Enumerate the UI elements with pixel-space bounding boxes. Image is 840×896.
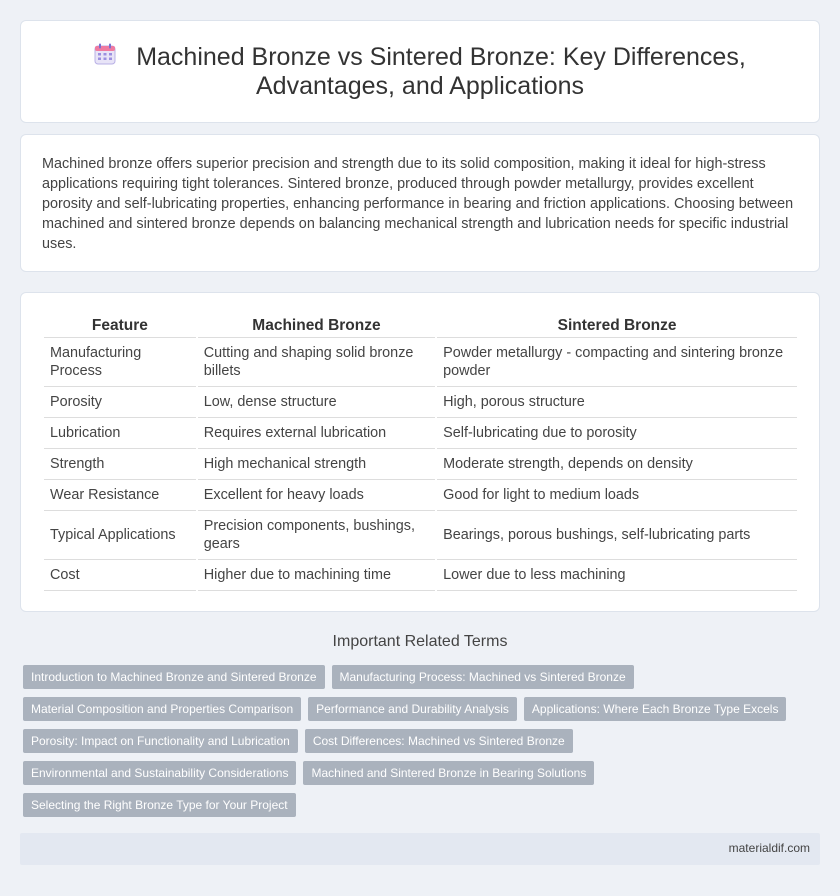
calendar-icon	[94, 43, 116, 65]
table-cell: Lower due to less machining	[437, 560, 797, 591]
column-header: Feature	[44, 315, 196, 338]
column-header: Machined Bronze	[198, 315, 435, 338]
table-cell: Porosity	[44, 387, 196, 418]
table-cell: Cost	[44, 560, 196, 591]
related-term-tag[interactable]: Selecting the Right Bronze Type for Your Project	[23, 793, 296, 817]
table-cell: Manufacturing Process	[44, 338, 196, 387]
column-header: Sintered Bronze	[437, 315, 797, 338]
table-cell: Bearings, porous bushings, self-lubricating parts	[437, 511, 797, 560]
table-cell: Self-lubricating due to porosity	[437, 418, 797, 449]
table-cell: Cutting and shaping solid bronze billets	[198, 338, 435, 387]
related-term-tag[interactable]: Applications: Where Each Bronze Type Excels	[524, 697, 787, 721]
title-card	[20, 20, 820, 123]
table-row	[44, 387, 797, 418]
table-cell: Typical Applications	[44, 511, 196, 560]
related-term-tag[interactable]: Cost Differences: Machined vs Sintered Bronze	[305, 729, 573, 753]
intro-paragraph: Machined bronze offers superior precision and strength due to its solid composition, making it ideal for high-stress applications requiring tight tolerances. Sintered bronze, produced through powder metallurgy, provides excellent porosity and self-lubricating properties, enhancing performance in bearing and friction applications. Choosing between machined and sintered bronze depends on balancing mechanical strength and lubrication needs for specific industrial uses.	[42, 156, 794, 252]
related-term-tag[interactable]: Environmental and Sustainability Considerations	[23, 761, 296, 785]
table-row	[44, 560, 797, 591]
related-term-tag[interactable]: Manufacturing Process: Machined vs Sintered Bronze	[332, 665, 634, 689]
footer	[20, 833, 820, 865]
table-cell: Requires external lubrication	[198, 418, 435, 449]
table-cell: Low, dense structure	[198, 387, 435, 418]
comparison-card	[20, 292, 820, 612]
table-cell: Good for light to medium loads	[437, 480, 797, 511]
table-cell: Wear Resistance	[44, 480, 196, 511]
table-row	[44, 418, 797, 449]
related-term-tag[interactable]: Machined and Sintered Bronze in Bearing Solutions	[303, 761, 594, 785]
related-term-tag[interactable]: Introduction to Machined Bronze and Sintered Bronze	[23, 665, 325, 689]
table-cell: Precision components, bushings, gears	[198, 511, 435, 560]
title-line-2: Advantages, and Applications	[255, 72, 584, 100]
table-row	[44, 511, 797, 560]
table-cell: High mechanical strength	[198, 449, 435, 480]
related-term-tag[interactable]: Performance and Durability Analysis	[308, 697, 517, 721]
table-row	[44, 449, 797, 480]
related-terms-list	[23, 665, 813, 825]
related-term-tag[interactable]: Porosity: Impact on Functionality and Lubrication	[23, 729, 298, 753]
table-cell: Higher due to machining time	[198, 560, 435, 591]
comparison-table	[42, 315, 799, 591]
title-line-1: Machined Bronze vs Sintered Bronze: Key Differences,	[136, 43, 746, 71]
related-terms-heading: Important Related Terms	[332, 633, 508, 650]
table-cell: Powder metallurgy - compacting and sintering bronze powder	[437, 338, 797, 387]
table-row	[44, 338, 797, 387]
table-header-row	[44, 315, 797, 338]
table-cell: Strength	[44, 449, 196, 480]
intro-card	[20, 134, 820, 272]
table-row	[44, 480, 797, 511]
table-cell: Lubrication	[44, 418, 196, 449]
related-term-tag[interactable]: Material Composition and Properties Comparison	[23, 697, 301, 721]
page-title	[21, 43, 819, 101]
table-cell: High, porous structure	[437, 387, 797, 418]
table-cell: Excellent for heavy loads	[198, 480, 435, 511]
table-cell: Moderate strength, depends on density	[437, 449, 797, 480]
footer-site[interactable]: materialdif.com	[728, 841, 810, 855]
